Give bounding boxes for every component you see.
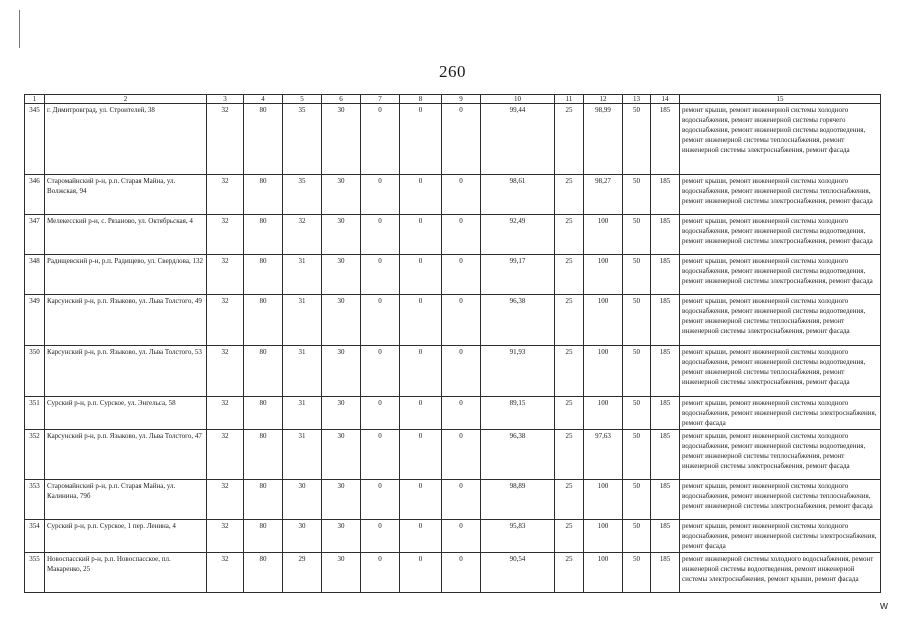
value-cell: 98,61 [481, 175, 555, 215]
value-cell: 30 [283, 480, 322, 520]
value-cell: 0 [400, 215, 442, 255]
value-cell: 0 [361, 520, 400, 553]
value-cell: 0 [361, 215, 400, 255]
value-cell: 32 [207, 397, 244, 430]
value-cell: 185 [651, 295, 680, 346]
value-cell: 0 [400, 430, 442, 480]
address-cell: Старомайнский р-н, р.п. Старая Майна, ул. Калинина, 79б [45, 480, 207, 520]
value-cell: 0 [400, 175, 442, 215]
value-cell: 0 [400, 295, 442, 346]
column-header: 8 [400, 95, 442, 104]
value-cell: 25 [555, 295, 584, 346]
value-cell: 32 [207, 215, 244, 255]
works-cell: ремонт крыши, ремонт инженерной системы холодного водоснабжения, ремонт инженерной системы теплоснабжения, ремонт инженерной системы электроснабжения, ремонт фасада [680, 480, 881, 520]
value-cell: 185 [651, 255, 680, 295]
value-cell: 80 [244, 175, 283, 215]
value-cell: 0 [361, 430, 400, 480]
value-cell: 30 [322, 520, 361, 553]
value-cell: 50 [623, 255, 651, 295]
value-cell: 0 [442, 295, 481, 346]
address-cell: Сурский р-н, р.п. Сурское, 1 пер. Ленина, 4 [45, 520, 207, 553]
row-number: 346 [25, 175, 45, 215]
value-cell: 80 [244, 397, 283, 430]
column-header: 3 [207, 95, 244, 104]
value-cell: 90,54 [481, 553, 555, 593]
repair-register-table [24, 94, 881, 593]
works-cell: ремонт крыши, ремонт инженерной системы холодного водоснабжения, ремонт инженерной системы водоотведения, ремонт инженерной системы теплоснабжения, ремонт инженерной системы электроснабжения, ремонт фасада [680, 295, 881, 346]
value-cell: 30 [322, 397, 361, 430]
value-cell: 0 [442, 175, 481, 215]
value-cell: 97,63 [584, 430, 623, 480]
value-cell: 35 [283, 104, 322, 175]
works-cell: ремонт крыши, ремонт инженерной системы холодного водоснабжения, ремонт инженерной системы водоотведения, ремонт инженерной системы электроснабжения, ремонт фасада [680, 215, 881, 255]
address-cell: Радищевский р-н, р.п. Радищево, ул. Свердлова, 132 [45, 255, 207, 295]
value-cell: 98,27 [584, 175, 623, 215]
value-cell: 80 [244, 346, 283, 397]
column-header: 5 [283, 95, 322, 104]
column-header: 4 [244, 95, 283, 104]
value-cell: 80 [244, 480, 283, 520]
table-row [25, 346, 881, 397]
value-cell: 185 [651, 104, 680, 175]
value-cell: 32 [207, 553, 244, 593]
column-number-row [25, 95, 881, 104]
row-number: 345 [25, 104, 45, 175]
column-header: 10 [481, 95, 555, 104]
value-cell: 25 [555, 553, 584, 593]
value-cell: 0 [400, 553, 442, 593]
address-cell: Карсунский р-н, р.п. Языково, ул. Льва Толстого, 53 [45, 346, 207, 397]
value-cell: 29 [283, 553, 322, 593]
value-cell: 30 [322, 553, 361, 593]
value-cell: 31 [283, 430, 322, 480]
value-cell: 50 [623, 520, 651, 553]
value-cell: 50 [623, 175, 651, 215]
value-cell: 50 [623, 553, 651, 593]
table-row [25, 520, 881, 553]
table-row [25, 430, 881, 480]
value-cell: 98,89 [481, 480, 555, 520]
value-cell: 30 [322, 346, 361, 397]
value-cell: 32 [207, 430, 244, 480]
value-cell: 80 [244, 215, 283, 255]
value-cell: 96,38 [481, 295, 555, 346]
table-row [25, 104, 881, 175]
column-header: 13 [623, 95, 651, 104]
value-cell: 0 [400, 255, 442, 295]
value-cell: 50 [623, 104, 651, 175]
value-cell: 0 [400, 104, 442, 175]
column-header: 11 [555, 95, 584, 104]
works-cell: ремонт крыши, ремонт инженерной системы холодного водоснабжения, ремонт инженерной системы электроснабжения, ремонт фасада [680, 520, 881, 553]
row-number: 355 [25, 553, 45, 593]
value-cell: 100 [584, 215, 623, 255]
column-header: 1 [25, 95, 45, 104]
value-cell: 185 [651, 480, 680, 520]
value-cell: 25 [555, 520, 584, 553]
value-cell: 0 [361, 553, 400, 593]
address-cell: Старомайнский р-н, р.п. Старая Майна, ул. Волжская, 94 [45, 175, 207, 215]
value-cell: 0 [442, 397, 481, 430]
works-cell: ремонт крыши, ремонт инженерной системы холодного водоснабжения, ремонт инженерной системы горячего водоснабжения, ремонт инженерной системы водоотведения, ремонт инженерной системы теплоснабжения, ремонт инженерной системы электроснабжения, ремонт фасада [680, 104, 881, 175]
value-cell: 30 [322, 430, 361, 480]
value-cell: 185 [651, 553, 680, 593]
table-row [25, 255, 881, 295]
value-cell: 0 [400, 397, 442, 430]
scan-corner-mark: ԝ [880, 600, 888, 612]
value-cell: 0 [361, 175, 400, 215]
address-cell: г. Димитровград, ул. Строителей, 38 [45, 104, 207, 175]
column-header: 7 [361, 95, 400, 104]
value-cell: 32 [207, 480, 244, 520]
value-cell: 30 [322, 480, 361, 520]
value-cell: 0 [361, 346, 400, 397]
value-cell: 25 [555, 215, 584, 255]
value-cell: 0 [442, 215, 481, 255]
row-number: 351 [25, 397, 45, 430]
value-cell: 25 [555, 480, 584, 520]
value-cell: 80 [244, 255, 283, 295]
value-cell: 25 [555, 255, 584, 295]
margin-line [19, 10, 20, 48]
value-cell: 50 [623, 430, 651, 480]
value-cell: 30 [322, 255, 361, 295]
value-cell: 25 [555, 104, 584, 175]
table-row [25, 553, 881, 593]
value-cell: 32 [207, 295, 244, 346]
value-cell: 185 [651, 346, 680, 397]
works-cell: ремонт крыши, ремонт инженерной системы холодного водоснабжения, ремонт инженерной системы электроснабжения, ремонт фасада [680, 397, 881, 430]
works-cell: ремонт крыши, ремонт инженерной системы холодного водоснабжения, ремонт инженерной системы водоотведения, ремонт инженерной системы теплоснабжения, ремонт инженерной системы электроснабжения, ремонт фасада [680, 430, 881, 480]
page-number: 260 [439, 62, 466, 81]
value-cell: 32 [207, 255, 244, 295]
value-cell: 100 [584, 480, 623, 520]
value-cell: 92,49 [481, 215, 555, 255]
row-number: 350 [25, 346, 45, 397]
value-cell: 30 [283, 520, 322, 553]
address-cell: Новоспасский р-н, р.п. Новоспасское, пл. Макаренко, 25 [45, 553, 207, 593]
value-cell: 185 [651, 430, 680, 480]
value-cell: 30 [322, 175, 361, 215]
value-cell: 0 [442, 255, 481, 295]
value-cell: 99,17 [481, 255, 555, 295]
value-cell: 32 [207, 520, 244, 553]
value-cell: 0 [400, 480, 442, 520]
column-header: 2 [45, 95, 207, 104]
works-cell: ремонт инженерной системы холодного водоснабжения, ремонт инженерной системы водоотведения, ремонт инженерной системы электроснабжения, ремонт крыши, ремонт фасада [680, 553, 881, 593]
value-cell: 32 [207, 175, 244, 215]
value-cell: 80 [244, 553, 283, 593]
value-cell: 185 [651, 215, 680, 255]
works-cell: ремонт крыши, ремонт инженерной системы холодного водоснабжения, ремонт инженерной системы водоотведения, ремонт инженерной системы теплоснабжения, ремонт инженерной системы электроснабжения, ремонт фасада [680, 346, 881, 397]
row-number: 352 [25, 430, 45, 480]
value-cell: 0 [361, 397, 400, 430]
value-cell: 0 [442, 430, 481, 480]
value-cell: 80 [244, 295, 283, 346]
value-cell: 100 [584, 397, 623, 430]
works-cell: ремонт крыши, ремонт инженерной системы холодного водоснабжения, ремонт инженерной системы водоотведения, ремонт инженерной системы электроснабжения, ремонт фасада [680, 255, 881, 295]
value-cell: 50 [623, 215, 651, 255]
value-cell: 80 [244, 520, 283, 553]
address-cell: Карсунский р-н, р.п. Языково, ул. Льва Толстого, 47 [45, 430, 207, 480]
column-header: 14 [651, 95, 680, 104]
value-cell: 96,38 [481, 430, 555, 480]
column-header: 15 [680, 95, 881, 104]
value-cell: 0 [442, 104, 481, 175]
value-cell: 89,15 [481, 397, 555, 430]
value-cell: 0 [442, 346, 481, 397]
value-cell: 50 [623, 346, 651, 397]
value-cell: 100 [584, 520, 623, 553]
row-number: 354 [25, 520, 45, 553]
table-row [25, 175, 881, 215]
value-cell: 0 [400, 346, 442, 397]
value-cell: 31 [283, 397, 322, 430]
value-cell: 31 [283, 295, 322, 346]
value-cell: 185 [651, 397, 680, 430]
value-cell: 31 [283, 255, 322, 295]
value-cell: 99,44 [481, 104, 555, 175]
value-cell: 25 [555, 175, 584, 215]
value-cell: 0 [361, 295, 400, 346]
value-cell: 185 [651, 520, 680, 553]
value-cell: 80 [244, 104, 283, 175]
value-cell: 25 [555, 397, 584, 430]
value-cell: 50 [623, 480, 651, 520]
table-row [25, 215, 881, 255]
value-cell: 31 [283, 346, 322, 397]
value-cell: 0 [442, 520, 481, 553]
row-number: 349 [25, 295, 45, 346]
value-cell: 32 [207, 104, 244, 175]
value-cell: 100 [584, 255, 623, 295]
row-number: 348 [25, 255, 45, 295]
value-cell: 0 [442, 553, 481, 593]
value-cell: 185 [651, 175, 680, 215]
value-cell: 50 [623, 295, 651, 346]
works-cell: ремонт крыши, ремонт инженерной системы холодного водоснабжения, ремонт инженерной системы теплоснабжения, ремонт инженерной системы электроснабжения, ремонт фасада [680, 175, 881, 215]
address-cell: Карсунский р-н, р.п. Языково, ул. Льва Толстого, 49 [45, 295, 207, 346]
value-cell: 25 [555, 430, 584, 480]
table-row [25, 480, 881, 520]
value-cell: 35 [283, 175, 322, 215]
value-cell: 0 [361, 255, 400, 295]
table-row [25, 397, 881, 430]
value-cell: 0 [442, 480, 481, 520]
column-header: 12 [584, 95, 623, 104]
value-cell: 30 [322, 104, 361, 175]
value-cell: 80 [244, 430, 283, 480]
value-cell: 32 [283, 215, 322, 255]
value-cell: 95,83 [481, 520, 555, 553]
value-cell: 50 [623, 397, 651, 430]
value-cell: 98,99 [584, 104, 623, 175]
value-cell: 0 [400, 520, 442, 553]
column-header: 6 [322, 95, 361, 104]
row-number: 347 [25, 215, 45, 255]
row-number: 353 [25, 480, 45, 520]
value-cell: 100 [584, 553, 623, 593]
table-row [25, 295, 881, 346]
value-cell: 30 [322, 215, 361, 255]
address-cell: Мелекесский р-н, с. Рязаново, ул. Октябрьская, 4 [45, 215, 207, 255]
value-cell: 32 [207, 346, 244, 397]
value-cell: 0 [361, 104, 400, 175]
value-cell: 25 [555, 346, 584, 397]
value-cell: 30 [322, 295, 361, 346]
value-cell: 0 [361, 480, 400, 520]
value-cell: 91,93 [481, 346, 555, 397]
value-cell: 100 [584, 295, 623, 346]
value-cell: 100 [584, 346, 623, 397]
address-cell: Сурский р-н, р.п. Сурское, ул. Энгельса, 58 [45, 397, 207, 430]
column-header: 9 [442, 95, 481, 104]
